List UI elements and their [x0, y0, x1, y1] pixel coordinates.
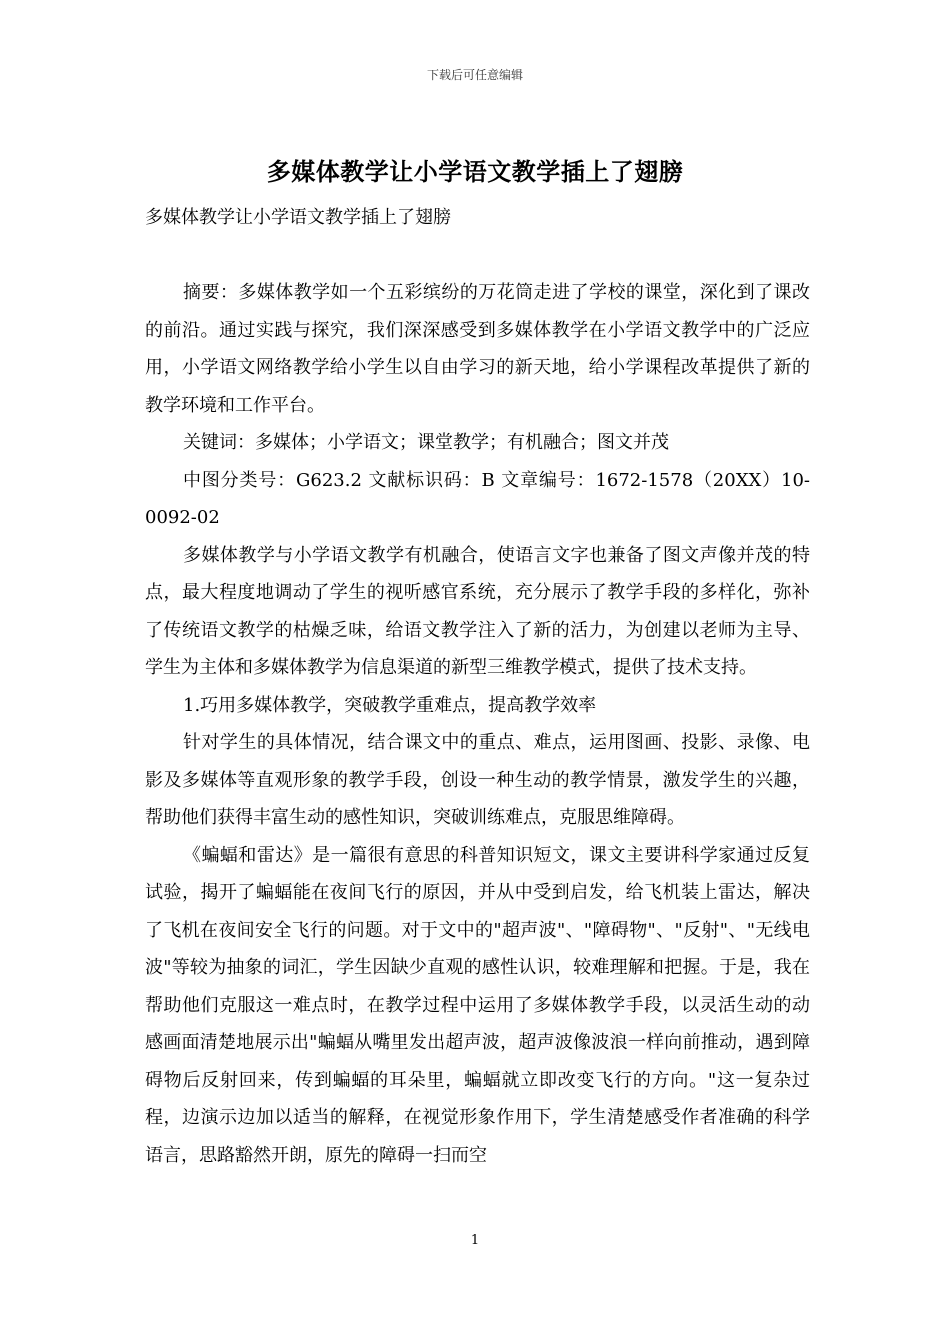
- document-body: [145, 199, 810, 1174]
- body-paragraph: 针对学生的具体情况，结合课文中的重点、难点，运用图画、投影、录像、电影及多媒体等直观形象的教学手段，创设一种生动的教学情景，激发学生的兴趣，帮助他们获得丰富生动的感性知识，突破训练难点，克服思维障碍。: [145, 732, 810, 828]
- page-header: 下载后可任意编辑: [426, 68, 523, 82]
- abstract-paragraph: 摘要：多媒体教学如一个五彩缤纷的万花筒走进了学校的课堂，深化到了课改的前沿。通过实践与探究，我们深深感受到多媒体教学在小学语文教学中的广泛应用，小学语文网络教学给小学生以自由学习的新天地，给小学课程改革提供了新的教学环境和工作平台。: [145, 282, 810, 416]
- section-heading: 1.巧用多媒体教学，突破教学重难点，提高教学效率: [183, 694, 597, 716]
- body-paragraph: 《蝙蝠和雷达》是一篇很有意思的科普知识短文，课文主要讲科学家通过反复试验，揭开了蝙蝠能在夜间飞行的原因，并从中受到启发，给飞机装上雷达，解决了飞机在夜间安全飞行的问题。对于文中的"超声波"、"障碍物"、"反射"、"无线电波"等较为抽象的词汇，学生因缺少直观的感性认识，较难理解和把握。于是，我在帮助他们克服这一难点时，在教学过程中运用了多媒体教学手段，以灵活生动的动感画面清楚地展示出"蝙蝠从嘴里发出超声波，超声波像波浪一样向前推动，遇到障碍物后反射回来，传到蝙蝠的耳朵里，蝙蝠就立即改变飞行的方向。"这一复杂过程，边演示边加以适当的解释，在视觉形象作用下，学生清楚感受作者准确的科学语言，思路豁然开朗，原先的障碍一扫而空: [145, 844, 810, 1166]
- blank-line: [145, 237, 810, 275]
- classification-line: 中图分类号：G623.2 文献标识码：B 文章编号：1672-1578（20XX）10-0092-02: [145, 469, 810, 528]
- document-subtitle: 多媒体教学让小学语文教学插上了翅膀: [145, 207, 451, 228]
- keywords-line: 关键词：多媒体；小学语文；课堂教学；有机融合；图文并茂: [183, 432, 669, 453]
- page-number: 1: [470, 1233, 480, 1248]
- document-title: 多媒体教学让小学语文教学插上了翅膀: [266, 157, 684, 186]
- body-paragraph: 多媒体教学与小学语文教学有机融合，使语言文字也兼备了图文声像并茂的特点，最大程度地调动了学生的视听感官系统，充分展示了教学手段的多样化，弥补了传统语文教学的枯燥乏味，给语文教学注入了新的活力，为创建以老师为主导、学生为主体和多媒体教学为信息渠道的新型三维教学模式，提供了技术支持。: [145, 544, 810, 678]
